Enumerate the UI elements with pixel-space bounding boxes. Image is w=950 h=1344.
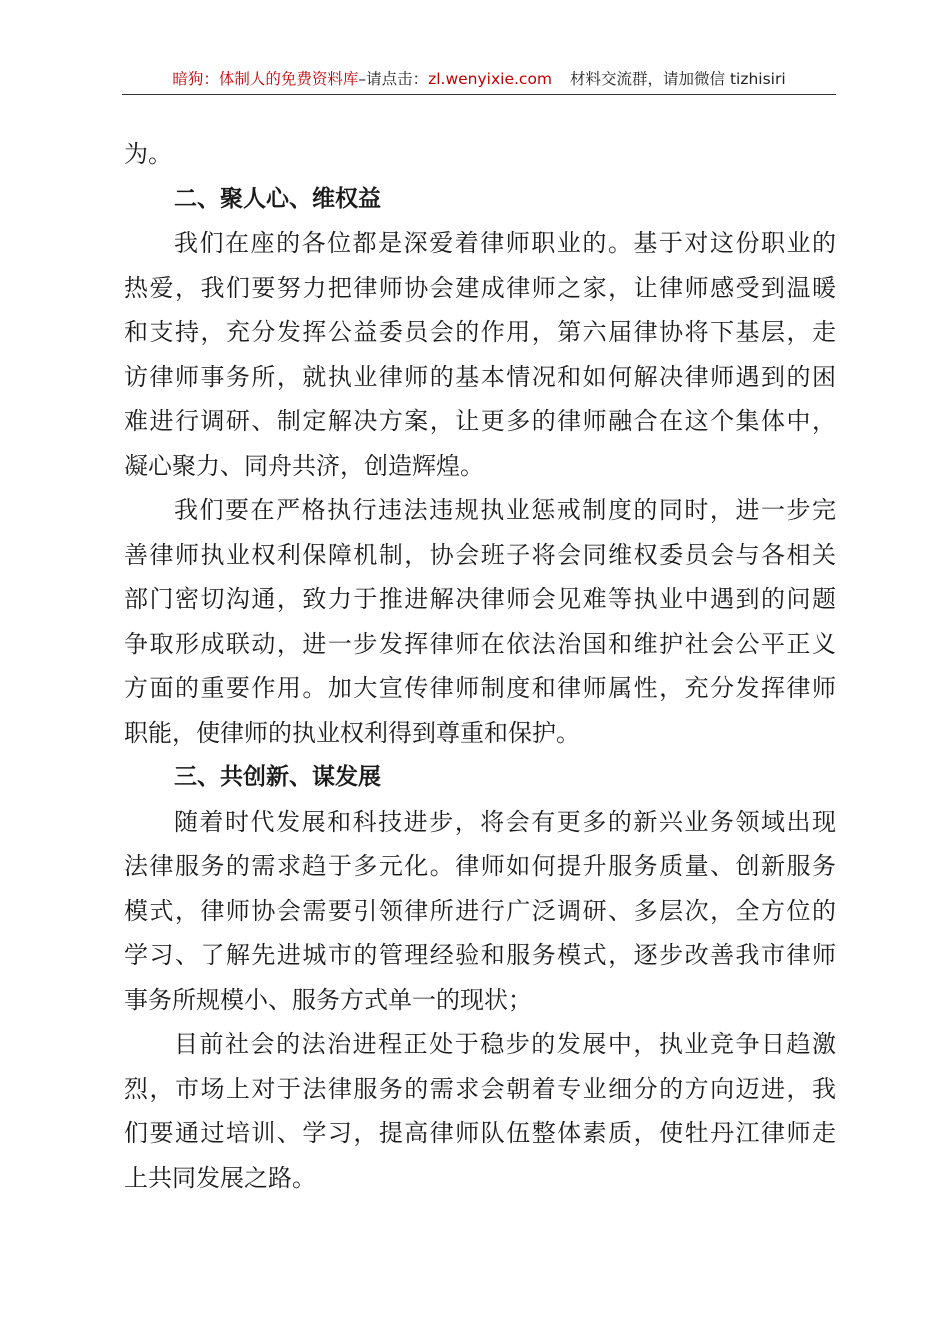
paragraph-line: 为。 [124, 140, 172, 168]
paragraph-line: 我们在座的各位都是深爱着律师职业的。基于对这份职业的 [174, 229, 836, 257]
paragraph-line: 上共同发展之路。 [124, 1163, 316, 1192]
paragraph-line: 模式，律师协会需要引领律所进行广泛调研、多层次，全方位的 [124, 896, 836, 925]
paragraph-line: 热爱，我们要努力把律师协会建成律师之家，让律师感受到温暖 [124, 273, 836, 302]
document-body [124, 132, 836, 1200]
paragraph-line: 职能，使律师的执业权利得到尊重和保护。 [124, 718, 580, 747]
paragraph-line: 方面的重要作用。加大宣传律师制度和律师属性，充分发挥律师 [124, 674, 836, 702]
paragraph-line: 烈，市场上对于法律服务的需求会朝着专业细分的方向迈进，我 [124, 1074, 836, 1103]
section-heading: 二、聚人心、维权益 [174, 185, 381, 212]
header-contact: 材料交流群，请加微信 tizhisiri [570, 70, 786, 88]
paragraph-line: 善律师执业权利保障机制，协会班子将会同维权委员会与各相关 [124, 540, 836, 569]
page-header [122, 68, 836, 95]
paragraph-line: 学习、了解先进城市的管理经验和服务模式，逐步改善我市律师 [124, 941, 836, 969]
paragraph-line: 们要通过培训、学习，提高律师队伍整体素质，使牡丹江律师走 [124, 1119, 836, 1147]
paragraph-line: 事务所规模小、服务方式单一的现状； [124, 985, 532, 1014]
paragraph-line: 我们要在严格执行违法违规执业惩戒制度的同时，进一步完 [174, 496, 836, 524]
paragraph-line: 和支持，充分发挥公益委员会的作用，第六届律协将下基层，走 [124, 318, 836, 346]
paragraph-line: 凝心聚力、同舟共济，创造辉煌。 [124, 451, 484, 480]
header-url-link[interactable]: zl.wenyixie.com [428, 70, 553, 88]
paragraph-line: 法律服务的需求趋于多元化。律师如何提升服务质量、创新服务 [124, 852, 836, 880]
paragraph-line: 目前社会的法治进程正处于稳步的发展中，执业竞争日趋激 [174, 1030, 836, 1058]
paragraph-line: 难进行调研、制定解决方案，让更多的律师融合在这个集体中， [124, 407, 836, 435]
section-heading: 三、共创新、谋发展 [174, 764, 381, 790]
paragraph-line: 随着时代发展和科技进步，将会有更多的新兴业务领域出现 [174, 807, 836, 836]
header-site-label: 暗狗：体制人的免费资料库 [172, 70, 359, 88]
paragraph-line: 争取形成联动，进一步发挥律师在依法治国和维护社会公平正义 [124, 629, 836, 658]
header-click-label: –请点击： [358, 70, 429, 88]
paragraph-line: 访律师事务所，就执业律师的基本情况和如何解决律师遇到的困 [124, 362, 836, 391]
paragraph-line: 部门密切沟通，致力于推进解决律师会见难等执业中遇到的问题 [124, 585, 836, 613]
